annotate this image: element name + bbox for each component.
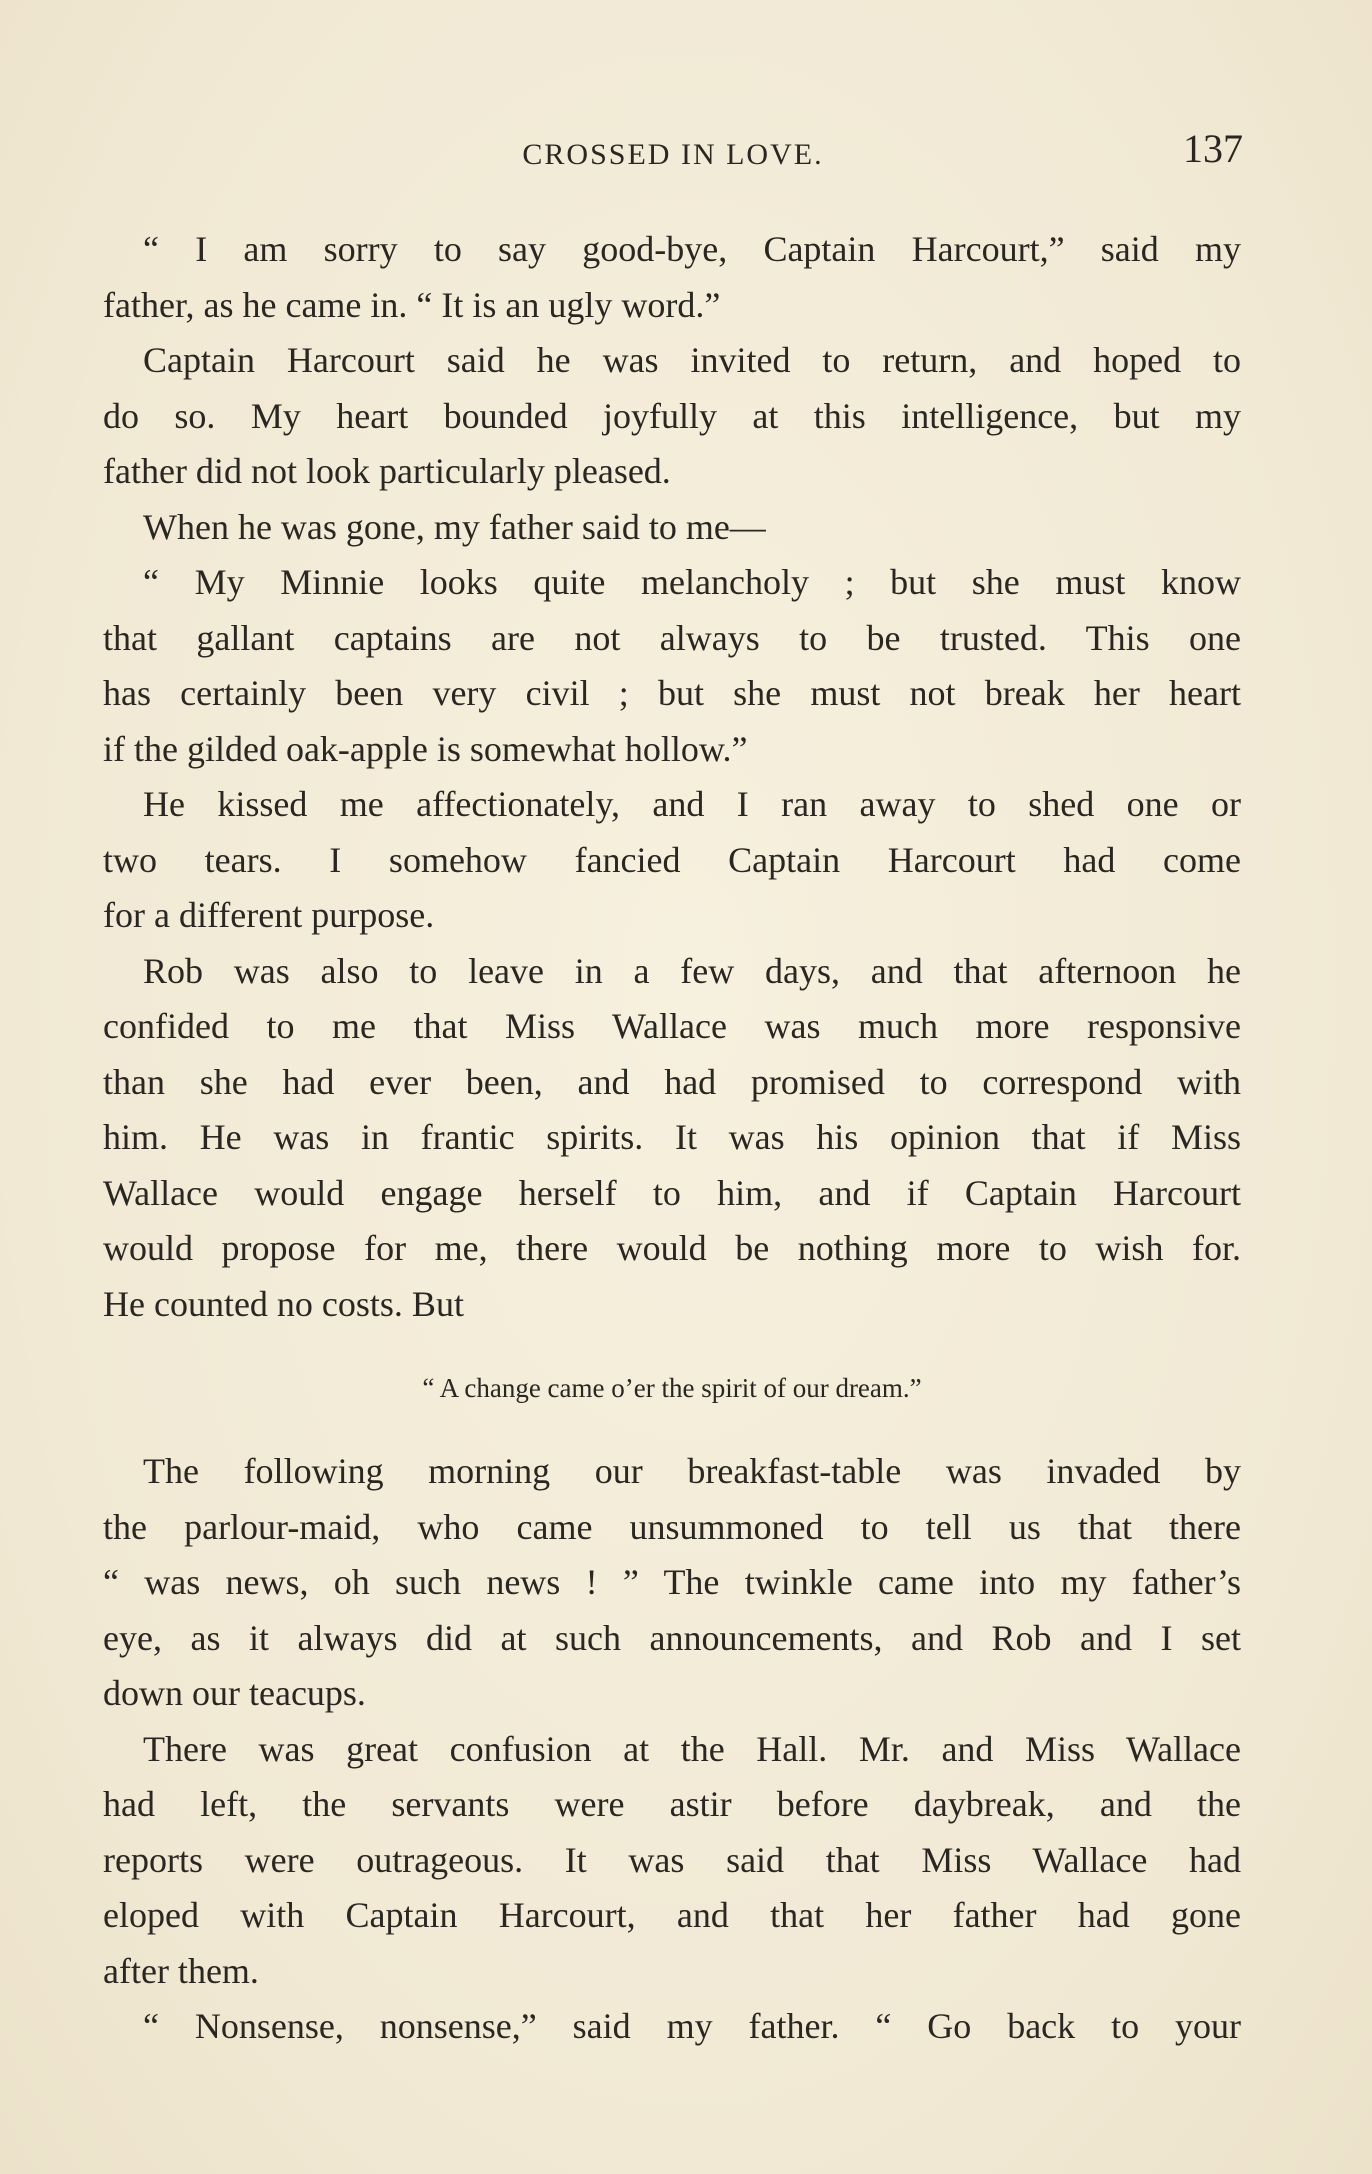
- text-line: Captain Harcourt said he was invited to return, and hoped to: [143, 340, 1241, 380]
- text-line: confided to me that Miss Wallace was much more responsive: [103, 1006, 1241, 1046]
- text-line: than she had ever been, and had promised to correspond with: [103, 1061, 1241, 1102]
- text-line: the parlour-maid, who came unsummoned to tell us that there: [103, 1506, 1241, 1547]
- text-line: father, as he came in. “ It is an ugly word.”: [103, 284, 721, 325]
- text-line: him. He was in frantic spirits. It was his opinion that if Miss: [103, 1117, 1241, 1157]
- page-number: 137: [1183, 126, 1243, 171]
- text-line: There was great confusion at the Hall. Mr. and Miss Wallace: [143, 1728, 1241, 1769]
- text-line: Wallace would engage herself to him, and if Captain Harcourt: [103, 1172, 1241, 1213]
- text-line: “ Nonsense, nonsense,” said my father. “ Go back to your: [143, 2006, 1241, 2046]
- text-line: “ My Minnie looks quite melancholy ; but she must know: [143, 562, 1241, 602]
- text-line: down our teacups.: [103, 1673, 366, 1713]
- text-line: He kissed me affectionately, and I ran away to shed one or: [143, 784, 1241, 824]
- text-line: would propose for me, there would be nothing more to wish for.: [103, 1228, 1241, 1268]
- text-line: that gallant captains are not always to be trusted. This one: [103, 617, 1241, 658]
- text-line: had left, the servants were astir before daybreak, and the: [103, 1784, 1241, 1824]
- text-line: father did not look particularly pleased.: [103, 451, 671, 491]
- page-header: [103, 126, 1243, 180]
- body-text: [103, 222, 1241, 2055]
- text-line: reports were outrageous. It was said that Miss Wallace had: [103, 1839, 1241, 1880]
- text-line: When he was gone, my father said to me—: [143, 506, 766, 547]
- text-line: “ was news, oh such news ! ” The twinkle came into my father’s: [103, 1562, 1241, 1602]
- text-line: two tears. I somehow fancied Captain Harcourt had come: [103, 839, 1241, 880]
- epigraph: “ A change came o’er the spirit of our dream.”: [422, 1373, 922, 1403]
- text-line: after them.: [103, 1950, 259, 1991]
- running-head: CROSSED IN LOVE.: [522, 138, 824, 171]
- text-line: if the gilded oak-apple is somewhat hollow.”: [103, 728, 748, 769]
- text-line: The following morning our breakfast-table was invaded by: [143, 1451, 1241, 1491]
- text-section-before-epigraph: [103, 222, 1241, 1332]
- text-line: for a different purpose.: [103, 895, 435, 935]
- text-section-after-epigraph: [103, 1444, 1241, 2055]
- text-line: He counted no costs. But: [103, 1283, 464, 1324]
- text-line: eye, as it always did at such announcements, and Rob and I set: [103, 1617, 1241, 1658]
- text-line: has certainly been very civil ; but she must not break her heart: [103, 673, 1241, 713]
- text-line: “ I am sorry to say good-bye, Captain Harcourt,” said my: [143, 229, 1241, 269]
- text-line: do so. My heart bounded joyfully at this intelligence, but my: [103, 395, 1241, 436]
- text-line: eloped with Captain Harcourt, and that her father had gone: [103, 1895, 1241, 1935]
- text-line: Rob was also to leave in a few days, and that afternoon he: [143, 950, 1241, 991]
